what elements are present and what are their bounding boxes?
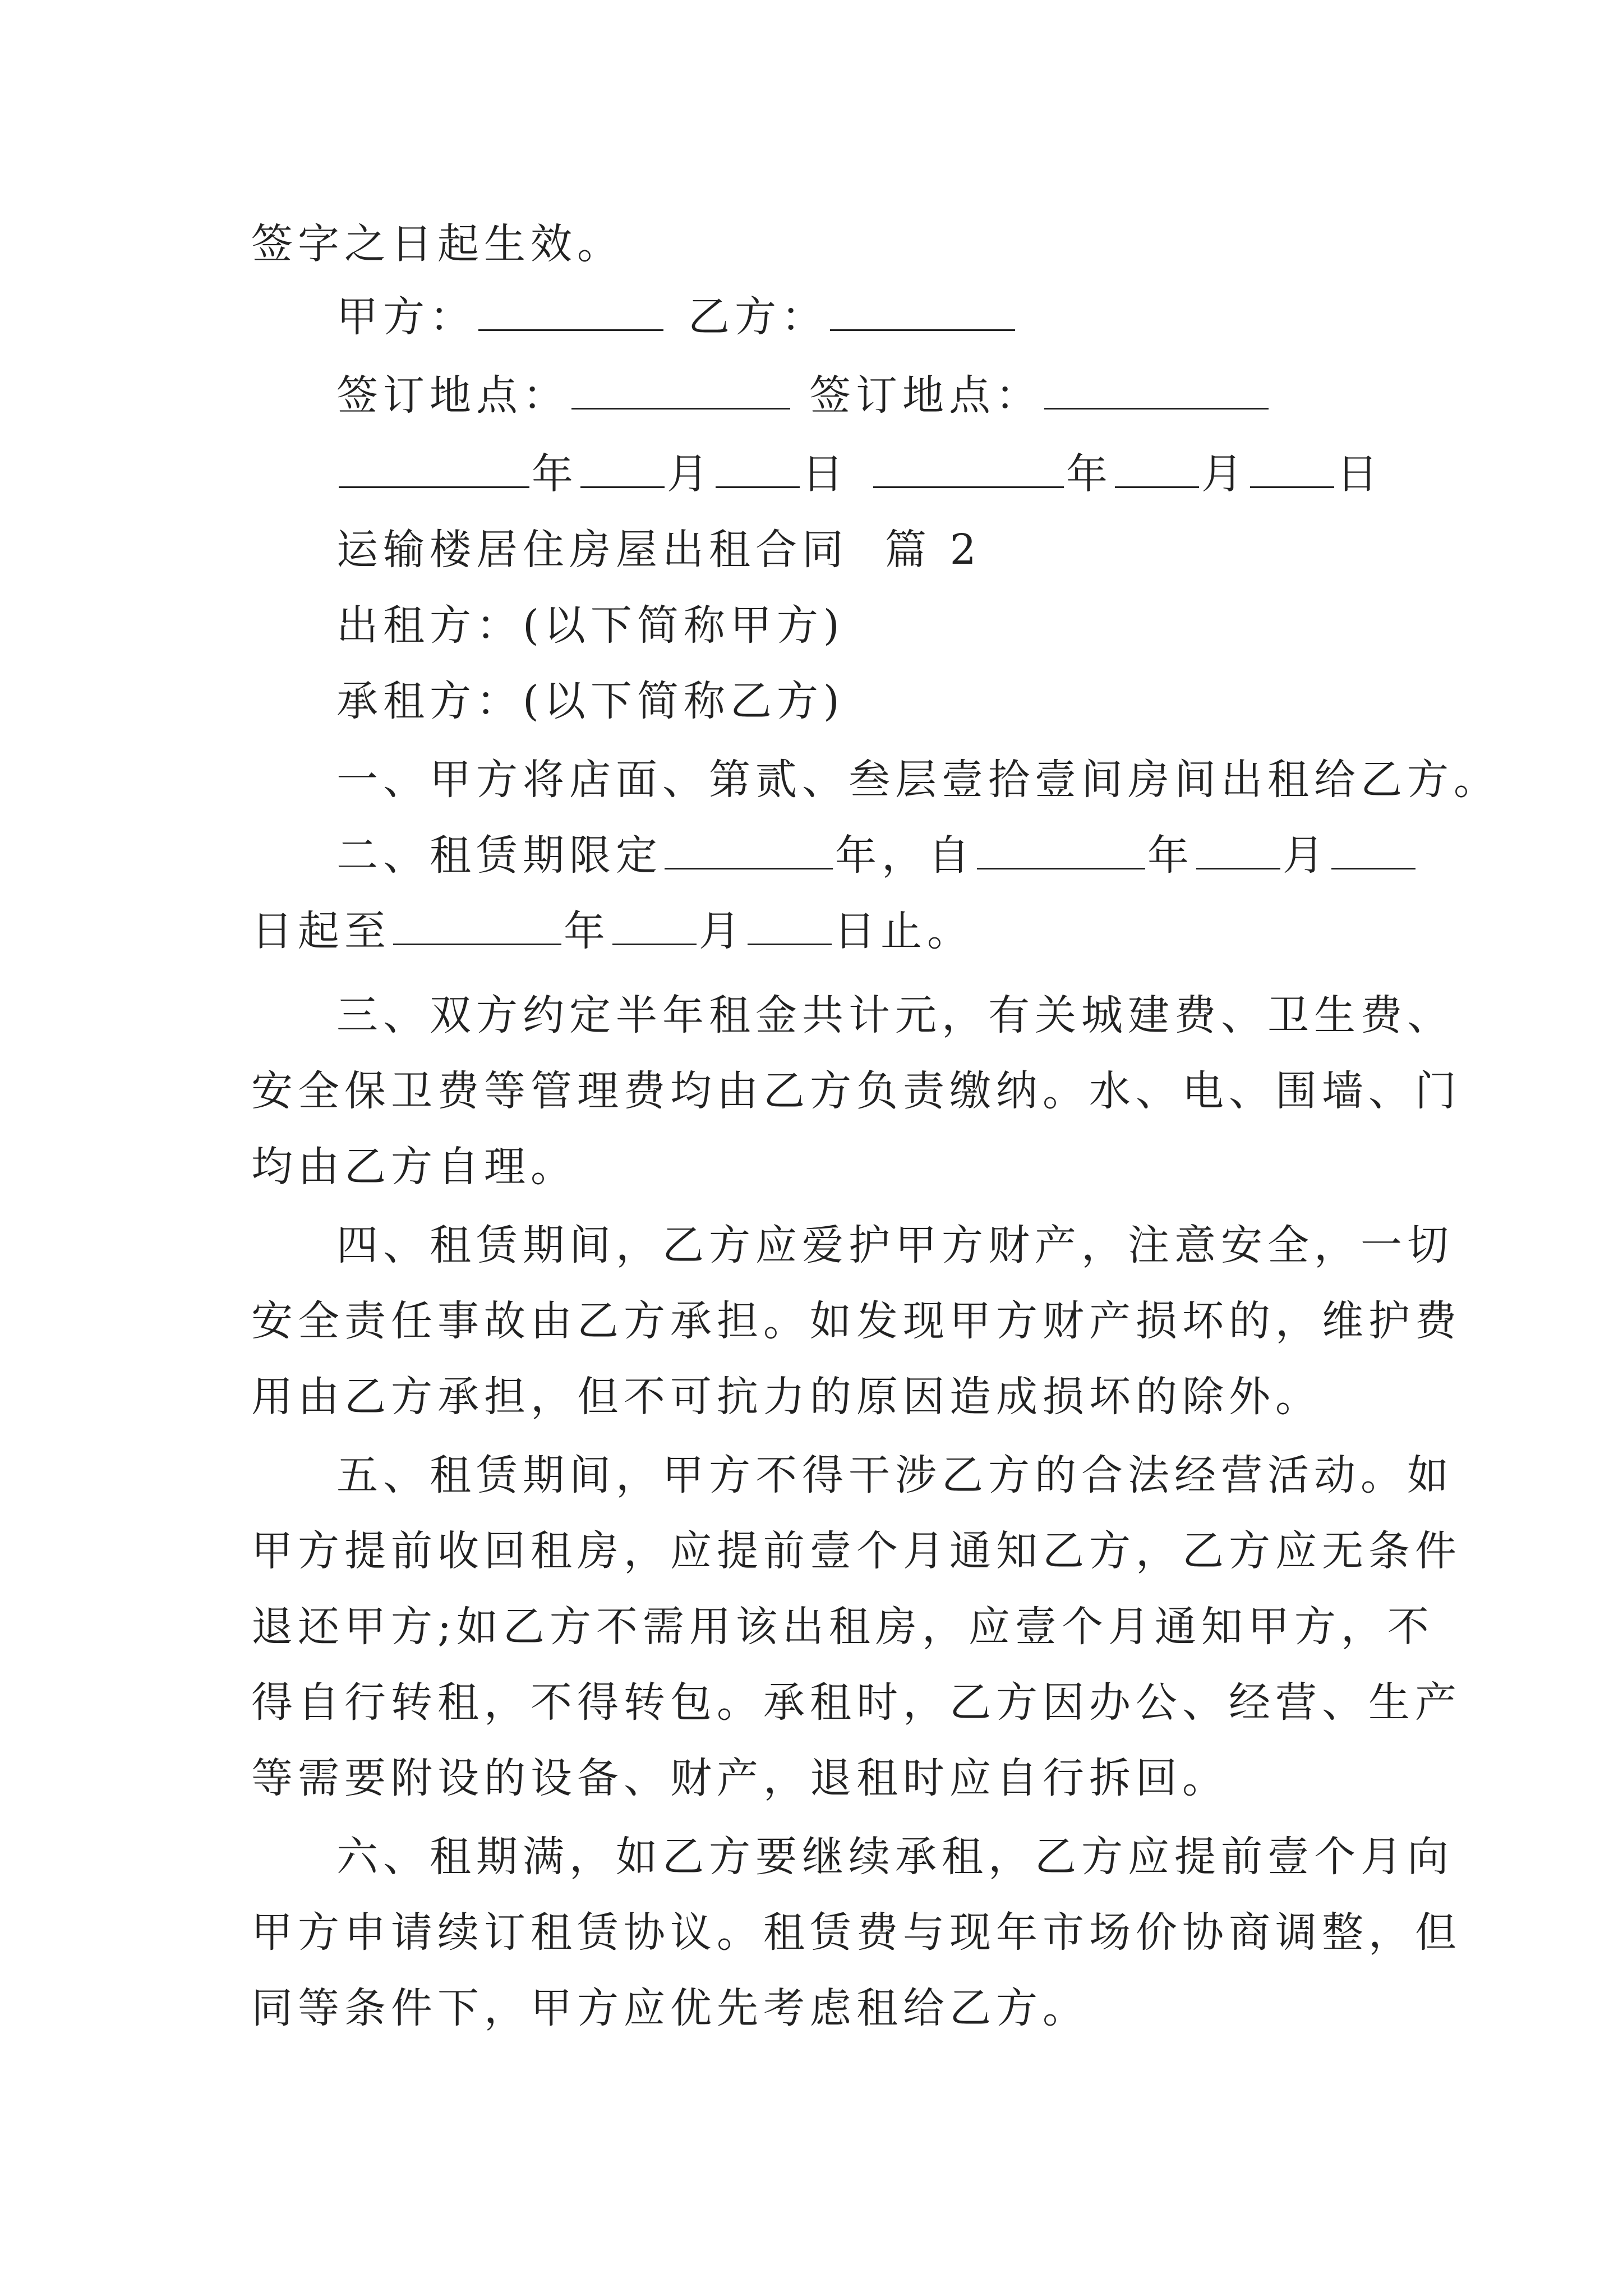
month-blank-b (1115, 447, 1199, 488)
clause-4-line-2: 安全责任事故由乙方承担。如发现甲方财产损坏的，维护费 (251, 1297, 1461, 1345)
place-b-blank (1044, 369, 1269, 409)
clause-5-line-4: 得自行转租，不得转包。承租时，乙方因办公、经营、生产 (251, 1678, 1461, 1727)
clause-2-text-d: 月 (1283, 831, 1329, 880)
clause-2-text-a: 二、租赁期限定 (336, 831, 662, 880)
clause-5-line-5: 等需要附设的设备、财产，退租时应自行拆回。 (251, 1754, 1229, 1802)
clause-6-line-2: 甲方申请续订租赁协议。租赁费与现年市场价协商调整，但 (251, 1908, 1461, 1957)
clause-6-line-3: 同等条件下，甲方应优先考虑租给乙方。 (251, 1984, 1089, 2032)
clause-2-line-2 (251, 903, 974, 959)
clause-4-line-1: 四、租赁期间，乙方应爱护甲方财产，注意安全，一切 (336, 1221, 1454, 1269)
clause-3-line-1: 三、双方约定半年租金共计元，有关城建费、卫生费、 (336, 991, 1454, 1039)
start-day-blank (1331, 829, 1415, 869)
place-b-label: 签订地点： (809, 371, 1042, 420)
contract-title: 运输楼居住房屋出租合同 篇 2 (336, 526, 981, 574)
clause-5-line-1: 五、租赁期间，甲方不得干涉乙方的合法经营活动。如 (336, 1451, 1454, 1499)
clause-3-line-2: 安全保卫费等管理费均由乙方负责缴纳。水、电、围墙、门 (251, 1067, 1461, 1115)
clause-2-text-f: 年 (564, 907, 610, 955)
party-a-label: 甲方： (336, 293, 476, 341)
day-blank-a (716, 447, 800, 488)
day-label-a: 日 (802, 450, 849, 498)
term-years-blank (665, 829, 833, 869)
clause-1: 一、甲方将店面、第贰、叁层壹拾壹间房间出租给乙方。 (336, 756, 1500, 804)
lessee-line: 承租方：(以下简称乙方) (336, 677, 845, 725)
month-label-a: 月 (667, 450, 713, 498)
party-a-blank (478, 290, 663, 331)
place-a-label: 签订地点： (336, 371, 569, 420)
clause-2-line-1 (336, 827, 1418, 884)
start-month-blank (1196, 829, 1280, 869)
signature-date-row (336, 446, 1383, 502)
signature-parties-row (336, 289, 1017, 345)
place-a-blank (571, 369, 790, 409)
party-b-blank (830, 290, 1015, 331)
year-blank-b (873, 447, 1064, 488)
clause-5-line-2: 甲方提前收回租房，应提前壹个月通知乙方，乙方应无条件 (251, 1527, 1461, 1575)
clause-2-text-b: 年，自 (835, 831, 975, 880)
intro-line: 签字之日起生效。 (251, 220, 624, 268)
year-label-a: 年 (532, 450, 578, 498)
clause-4-line-3: 用由乙方承担，但不可抗力的原因造成损坏的除外。 (251, 1373, 1322, 1421)
day-blank-b (1250, 447, 1334, 488)
clause-2-text-h: 日止。 (834, 907, 974, 955)
end-year-blank (393, 904, 561, 945)
party-b-label: 乙方： (688, 293, 828, 341)
end-day-blank (748, 904, 832, 945)
clause-2-text-e: 日起至 (251, 907, 391, 955)
month-blank-a (580, 447, 665, 488)
month-label-b: 月 (1201, 450, 1248, 498)
clause-3-line-3: 均由乙方自理。 (251, 1143, 577, 1191)
signature-place-row (336, 367, 1271, 424)
clause-6-line-1: 六、租期满，如乙方要继续承租，乙方应提前壹个月向 (336, 1833, 1454, 1881)
end-month-blank (612, 904, 697, 945)
clause-2-text-g: 月 (699, 907, 745, 955)
clause-5-line-3: 退还甲方;如乙方不需用该出租房，应壹个月通知甲方，不 (251, 1603, 1434, 1651)
lessor-line: 出租方：(以下简称甲方) (336, 601, 845, 650)
clause-2-text-c: 年 (1147, 831, 1194, 880)
year-label-b: 年 (1066, 450, 1113, 498)
start-year-blank (977, 829, 1145, 869)
year-blank-a (339, 447, 529, 488)
day-label-b: 日 (1336, 450, 1383, 498)
